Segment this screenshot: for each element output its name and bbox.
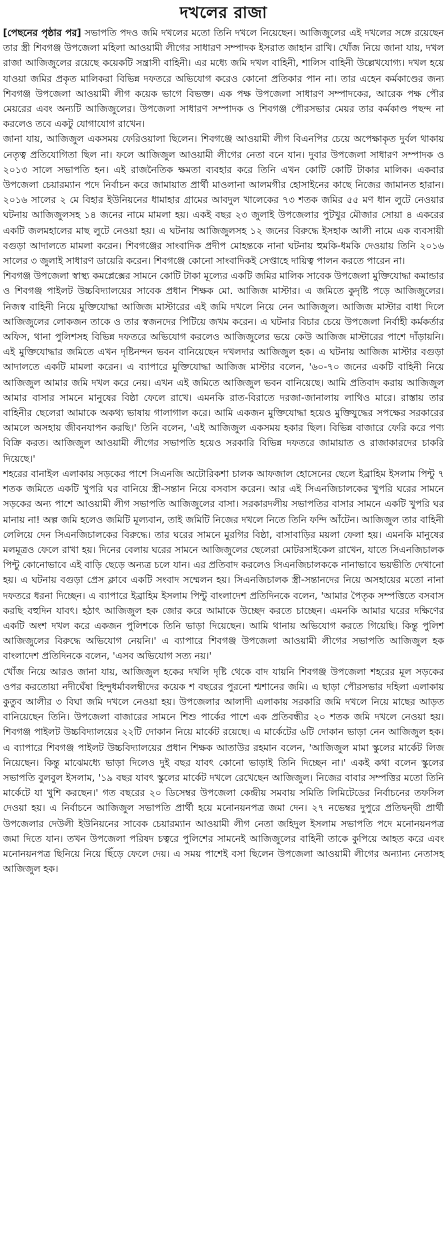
article-paragraph: শহরের বানাইল এলাকায় সড়কের পাশে সিএনজি অটোরিকশা চালক আফজাল হোসেনের ছেলে ইব্রাহিম ইসলাম পিন্টু ৭ শতক জমিতে একটি খুপরি ঘর বানিয়ে স্ত্রী-সন্তান নিয়ে বসবাস করেন। আর এই সিএনজিচালকের খুপরি ঘরের সামনে সড়কের অন্য পাশে আওয়ামী লীগ সভাপতি আজিজুলের বাসা। সরকারদলীয় সভাপতির বাসার সামনে একটি খুপরি ঘর মানায় না! অল্প জমি হলেও জমিটি মূল্যবান, তাই জমিটি নিজের দখলে নিতে তিনি ফন্দি আঁটেন। আজিজুল তার বাহিনী লেলিয়ে দেন সিএনজিচালকের বিরুদ্ধে। তার ঘরের সামনে মুরগির বিষ্ঠা, বাসাবাড়ির ময়লা ফেলা হয়। এমনকি মানুষের মলমূত্রও ফেলে রাখা হয়। দিনের বেলায় ঘরের সামনে আজিজুলের ছেলেরা মোটরসাইকেল রাখেন, যাতে সিএনজিচালক পিন্টু কোনোভাবে এই বাড়ি ছেড়ে অন্যত্র চলে যান। এর প্রতিবাদ করলেও সিএনজিচালককে নানাভাবে ভয়ভীতি দেখানো হয়। এ ঘটনায় বগুড়া প্রেস ক্লাবে একটি সংবাদ সম্মেলন হয়। সিএনজিচালক স্ত্রী-সন্তানদের নিয়ে অসহায়ের মতো নানা দফতরে ধরনা দিচ্ছেন। এ ব্যাপারে ইব্রাহিম ইসলাম পিন্টু বাংলাদেশ প্রতিদিনকে বলেন, 'আমার পৈতৃক সম্পত্তিতে বসবাস করছি বহুদিন যাবৎ। হঠাৎ আজিজুল হক জোর করে আমাকে উচ্ছেদ করতে চাচ্ছেন। এমনকি আমার ঘরের দক্ষিণের একটি অংশ দখল করে একজন পুলিশকে তিনি ভাড়া দিয়েছেন। আমি থানায় অভিযোগ করতে গিয়েছি। কিন্তু পুলিশ আজিজুলের বিরুদ্ধে অভিযোগ নেয়নি।' এ ব্যাপারে শিবগঞ্জ উপজেলা আওয়ামী লীগের সভাপতি আজিজুল হক বাংলাদেশ প্রতিদিনকে বলেন, 'এসব অভিযোগ সত্য নয়।': [3, 468, 444, 663]
article-paragraph: শিবগঞ্জ উপজেলা স্বাস্থ্য কমপ্লেক্সের সামনে কোটি টাকা মূল্যের একটি জমির মালিক সাবেক উপজেলা মুক্তিযোদ্ধা কমান্ডার ও শিবগঞ্জ পাইলট উচ্চবিদ্যালয়ের সাবেক প্রধান শিক্ষক মো. আজিজ মাস্টার। এ জমিতে কুদৃষ্টি পড়ে আজিজুলের। নিজস্ব বাহিনী নিয়ে মুক্তিযোদ্ধা আজিজ মাস্টারের এই জমি দখলে নিয়ে নেন আজিজুল। আজিজ মাস্টার বাধা দিলে আজিজুলের লোকজন তাকে ও তার স্বজনদের পিটিয়ে জখম করেন। এ ঘটনার বিচার চেয়ে উপজেলা নির্বাহী কর্মকর্তার অফিস, থানা পুলিশসহ বিভিন্ন দফতরে অভিযোগ করলেও আজিজুলের ভয়ে কেউ আজিজ মাস্টারের পাশে দাঁড়ায়নি। এই মুক্তিযোদ্ধার জমিতে এখন দৃষ্টিনন্দন ভবন বানিয়েছেন দখলদার আজিজুল হক। এ ঘটনায় আজিজ মাস্টার বগুড়া আদালতে একটি মামলা করেন। এ ব্যাপারে মুক্তিযোদ্ধা আজিজ মাস্টার বলেন, '৬০-৭০ জনের একটি বাহিনী নিয়ে আজিজুল আমার জমি দখল করে নেয়। এখন এই জমিতে আজিজুল ভবন বানিয়েছে। আমি প্রতিবাদ করায় আজিজুল আমার বাসার সামনে মানুষের বিষ্ঠা ফেলে রাখে। এমনকি রাত-বিরাতে দরজা-জানালায় লাথিও মারে। রাস্তায় তার বাহিনীর ছেলেরা আমাকে অকথ্য ভাষায় গালাগাল করে। আমি একজন মুক্তিযোদ্ধা হয়েও মুক্তিযুদ্ধের সপক্ষের সরকারের আমলে অসহায় জীবনযাপন করছি।' তিনি বলেন, 'এই আজিজুল একসময় হকার ছিল। বিভিন্ন বাজারে ফেরি করে পণ্য বিক্রি করত। আজিজুল আওয়ামী লীগের সভাপতি হয়েও সরকারি বিভিন্ন দফতরে জামায়াত ও রাজাকারদের চাকরি দিয়েছে।': [3, 271, 444, 465]
article-paragraph: খোঁজ নিয়ে আরও জানা যায়, আজিজুল হকের দখলি দৃষ্টি থেকে বাদ যায়নি শিবগঞ্জ উপজেলা শহরের মূল সড়কের ওপর করতোয়া নদীঘেঁষা হিন্দুধর্মাবলম্বীদের কয়েক শ বছরের পুরনো শ্মশানের জমি। এ ছাড়া পৌরসভার দহিলা এলাকায় কুতুব আলীর ৩ বিঘা জমি দখলে নেওয়া হয়। উপজেলার আলাদী এলাকায় সরকারি জমি দখলে নিয়ে মাছের আড়ত বানিয়েছেন তিনি। উপজেলা বাজারের সামনে শিশু পার্কের পাশে এক প্রতিবন্ধীর ২০ শতক জমি দখলে নেওয়া হয়। শিবগঞ্জ পাইলট উচ্চবিদ্যালয়ের ২২টি দোকান নিয়ে মার্কেট রয়েছে। এ মার্কেটের ৬টি দোকান ভাড়া নেন আজিজুল হক। এ ব্যাপারে শিবগঞ্জ পাইলট উচ্চবিদ্যালয়ের প্রধান শিক্ষক আতাউর রহমান বলেন, 'আজিজুল মামা স্কুলের মার্কেট লিজ নিয়েছেন। কিন্তু মাঝেমধ্যে ভাড়া দিলেও দুই বছর যাবৎ কোনো ভাড়াই তিনি দিচ্ছেন না।' একই কথা বলেন স্কুলের সভাপতি বুলবুল ইসলাম, '১৯ বছর যাবৎ স্কুলের মার্কেট দখলে রেখেছেন আজিজুল। নিজের বাবার সম্পত্তির মতো তিনি মার্কেটে যা খুশি করছেন।' গত বছরের ২০ ডিসেম্বর উপজেলা কেন্দ্রীয় সমবায় সমিতি লিমিটেডের নির্বাচনের তফসিল দেওয়া হয়। এ নির্বাচনে আজিজুল সভাপতি প্রার্থী হয়ে মনোনয়নপত্র জমা দেন। ২৭ নভেম্বর দুপুরে প্রতিদ্বন্দ্বী প্রার্থী উপজেলার দেউলী ইউনিয়নের সাবেক চেয়ারম্যান আওয়ামী লীগ নেতা জহিদুল ইসলাম সভাপতি পদে মনোনয়নপত্র জমা দিতে যান। তখন উপজেলা পরিষদ চত্বরে পুলিশের সামনেই আজিজুলের বাহিনী তাকে কুপিয়ে আহত করে এবং মনোনয়নপত্র ছিনিয়ে নিয়ে ছিঁড়ে ফেলে দেয়। এ সময় পাশেই বসা ছিলেন উপজেলা আওয়ামী লীগের অন্যান্য নেতাসহ আজিজুল হক।: [3, 666, 444, 876]
article-paragraph: জানা যায়, আজিজুল একসময় ফেরিওয়ালা ছিলেন। শিবগঞ্জে আওয়ামী লীগ বিএনপির চেয়ে অপেক্ষাকৃত দুর্বল থাকায় নেতৃত্ব প্রতিযোগিতা ছিল না। ফলে আজিজুল আওয়ামী লীগের নেতা বনে যান। দুবার উপজেলা সাধারণ সম্পাদক ও ২০১৩ সালে সভাপতি হন। এই রাজনৈতিক ক্ষমতা ব্যবহার করে তিনি এখন কোটি কোটি টাকার মালিক। একবার উপজেলা চেয়ারম্যান পদে নির্বাচন করে জামায়াত প্রার্থী মাওলানা আলমগীর হোসাইনের কাছে নিজের জামানত হারান। ২০১৬ সালের ২ মে বিহার ইউনিয়নের ধামাহার গ্রামের আবদুল খালেকের ৭৩ শতক জমির ৫৫ মণ ধান লুটে নেওয়ার ঘটনায় আজিজুলসহ ১৪ জনের নামে মামলা হয়। একই বছর ২৩ জুলাই উপজেলার পুটখুর মৌজার সোয়া ৪ একরের একটি জলমহালের মাছ লুটে নেওয়া হয়। এ ঘটনায় আজিজুলসহ ১২ জনের বিরুদ্ধে ইসহাক আলী নামে এক ব্যবসায়ী বগুড়া আদালতে মামলা করেন। শিবগঞ্জের সাংবাদিক প্রদীপ মোহন্তকে নানা ঘটনায় হুমকি-ধমকি দেওয়ায় তিনি ২০১৬ সালের ৩ জুলাই সাধারণ ডায়েরি করেন। শিবগঞ্জে কোনো সাংবাদিকই সেপ্তাহে দায়িত্ব পালন করতে পারেন না।: [3, 134, 444, 268]
paragraph-text: সভাপতি পদও জমি দখলের মতো তিনি দখলে নিয়েছেন। আজিজুলের এই দখলের সঙ্গে রয়েছেন তার স্ত্রী শিবগঞ্জ উপজেলা মহিলা আওয়ামী লীগের সাধারণ সম্পাদক ইসরাত জাহান রাখি। খোঁজ নিয়ে জানা যায়, দখল রাজা আজিজুলের রয়েছে কয়েকটি সন্ত্রাসী বাহিনী। এর মধ্যে জমি দখল বাহিনী, শালিস বাহিনী উল্লেখযোগ্য। দখল হয়ে যাওয়া জমির প্রকৃত মালিকরা বিভিন্ন দফতরে অভিযোগ করেও কোনো প্রতিকার পান না। তার এহেন কর্মকাণ্ডের জন্য শিবগঞ্জ উপজেলা আওয়ামী লীগ কয়েক ভাগে বিভক্ত। এক পক্ষ উপজেলা সাধারণ সম্পাদকের, আরেক পক্ষ পৌর মেয়রের এবং অন্যটি আজিজুলের। উপজেলা সাধারণ সম্পাদক ও শিবগঞ্জ পৌরসভার মেয়র তার কর্মকাণ্ড পছন্দ না করলেও তবে একটু যোগাযোগ রাখেন।: [3, 28, 444, 131]
article-paragraph: [3, 26, 444, 132]
continued-label: [পেছনের পৃষ্ঠার পর]: [3, 28, 82, 39]
headline: দখলের রাজা: [179, 3, 268, 22]
article-body: [3, 26, 444, 877]
